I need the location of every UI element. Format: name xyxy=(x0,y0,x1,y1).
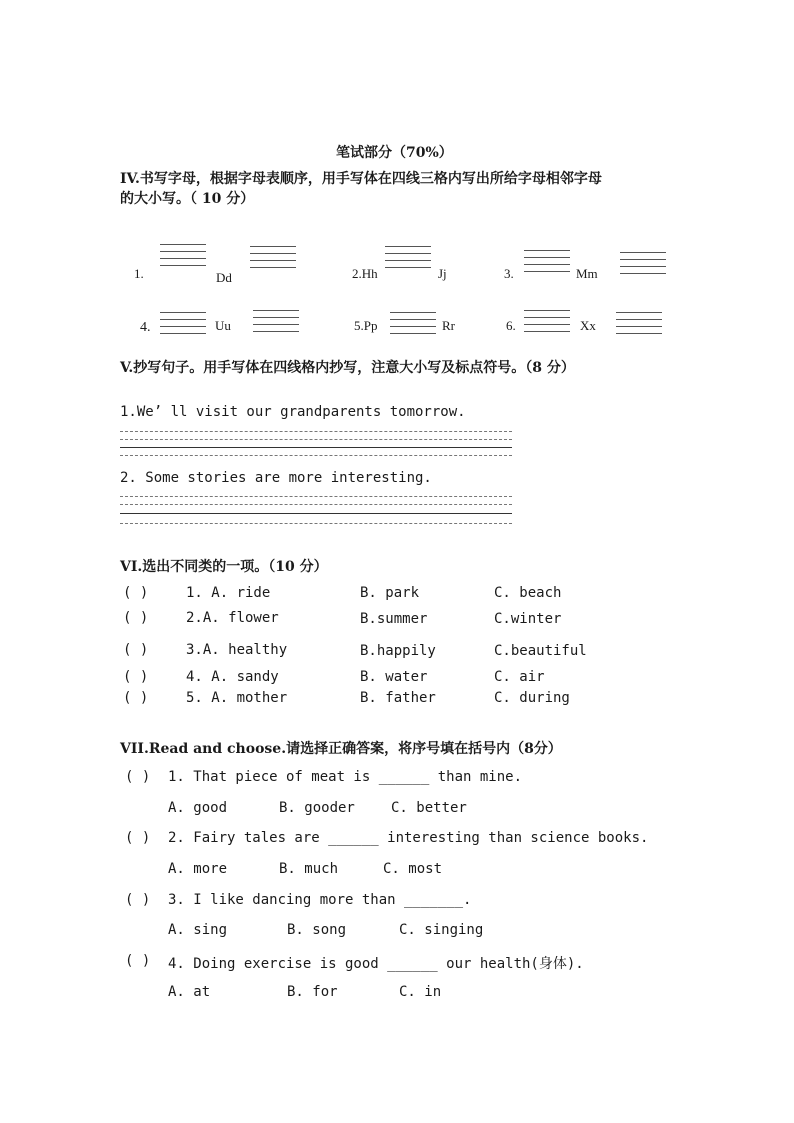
question-text: 2. Fairy tales are ______ interesting than science books. xyxy=(168,830,649,846)
letter-grid[interactable] xyxy=(390,312,436,334)
option-c: C. most xyxy=(383,861,443,877)
option-a: 4. A. sandy xyxy=(186,669,279,685)
option-c: C.beautiful xyxy=(494,643,587,659)
option-b: B. father xyxy=(360,690,436,706)
option-a: A. at xyxy=(168,984,211,1000)
letter-grid[interactable] xyxy=(160,312,206,334)
letter-grid[interactable] xyxy=(616,312,662,334)
option-b: B. water xyxy=(360,669,428,685)
option-a: A. good xyxy=(168,800,228,816)
answer-paren[interactable]: ( ) xyxy=(125,953,151,969)
option-a: A. sing xyxy=(168,922,228,938)
option-a: 5. A. mother xyxy=(186,690,288,706)
answer-paren[interactable]: ( ) xyxy=(123,669,149,685)
answer-paren[interactable]: ( ) xyxy=(123,690,149,706)
letter-grid[interactable] xyxy=(385,246,431,268)
given-letter: Jj xyxy=(438,266,447,281)
writing-lines[interactable] xyxy=(120,431,512,461)
letter-grid[interactable] xyxy=(160,244,206,266)
writing-lines[interactable] xyxy=(120,496,512,526)
answer-paren[interactable]: ( ) xyxy=(123,585,149,601)
letter-grid[interactable] xyxy=(253,310,299,332)
option-c: C.winter xyxy=(494,611,562,627)
option-b: B.happily xyxy=(360,643,436,659)
letter-item-number: 4. xyxy=(140,320,151,335)
given-letter: Uu xyxy=(215,318,231,333)
copy-sentence: 2. Some stories are more interesting. xyxy=(120,470,432,486)
given-letter: Xx xyxy=(580,318,596,333)
page-title: 笔试部分（70%） xyxy=(336,145,453,161)
section-4-heading: IV.书写字母，根据字母表顺序，用手写体在四线三格内写出所给字母相邻字母 xyxy=(120,171,602,187)
option-a: A. more xyxy=(168,861,228,877)
question-text: 4. Doing exercise is good ______ our health(身体). xyxy=(168,956,584,972)
given-letter: Mm xyxy=(576,266,598,281)
letter-item-number: 1. xyxy=(134,266,144,281)
option-b: B. park xyxy=(360,585,420,601)
answer-paren[interactable]: ( ) xyxy=(125,769,151,785)
option-a: 1. A. ride xyxy=(186,585,271,601)
given-letter: Rr xyxy=(442,318,455,333)
option-b: B. for xyxy=(287,984,338,1000)
option-c: C. in xyxy=(399,984,442,1000)
letter-grid[interactable] xyxy=(250,246,296,268)
letter-item-number: 6. xyxy=(506,318,516,333)
answer-paren[interactable]: ( ) xyxy=(125,892,151,908)
option-b: B. much xyxy=(279,861,339,877)
copy-sentence: 1.We’ ll visit our grandparents tomorrow. xyxy=(120,404,466,420)
question-text: 3. I like dancing more than _______. xyxy=(168,892,472,908)
letter-grid[interactable] xyxy=(524,250,570,272)
option-b: B. gooder xyxy=(279,800,355,816)
letter-grid[interactable] xyxy=(620,252,666,274)
section-6-heading: VI.选出不同类的一项。（10 分） xyxy=(120,559,328,575)
letter-item-number: 3. xyxy=(504,266,514,281)
option-c: C. air xyxy=(494,669,545,685)
question-text: 1. That piece of meat is ______ than mine. xyxy=(168,769,523,785)
letter-item-number: 2.Hh xyxy=(352,266,378,281)
option-c: C. beach xyxy=(494,585,562,601)
answer-paren[interactable]: ( ) xyxy=(123,610,149,626)
option-b: B. song xyxy=(287,922,347,938)
answer-paren[interactable]: ( ) xyxy=(125,830,151,846)
letter-item-number: 5.Pp xyxy=(354,318,378,333)
section-4-heading-cont: 的大小写。（ 10 分） xyxy=(120,191,255,207)
section-5-heading: V.抄写句子。用手写体在四线格内抄写，注意大小写及标点符号。（8 分） xyxy=(120,360,575,376)
answer-paren[interactable]: ( ) xyxy=(123,642,149,658)
option-a: 3.A. healthy xyxy=(186,642,288,658)
option-c: C. singing xyxy=(399,922,484,938)
section-7-heading: VII.Read and choose.请选择正确答案，将序号填在括号内（8分） xyxy=(120,741,562,757)
given-letter: Dd xyxy=(216,270,232,285)
option-b: B.summer xyxy=(360,611,428,627)
letter-grid[interactable] xyxy=(524,310,570,332)
option-c: C. better xyxy=(391,800,467,816)
option-c: C. during xyxy=(494,690,570,706)
option-a: 2.A. flower xyxy=(186,610,279,626)
